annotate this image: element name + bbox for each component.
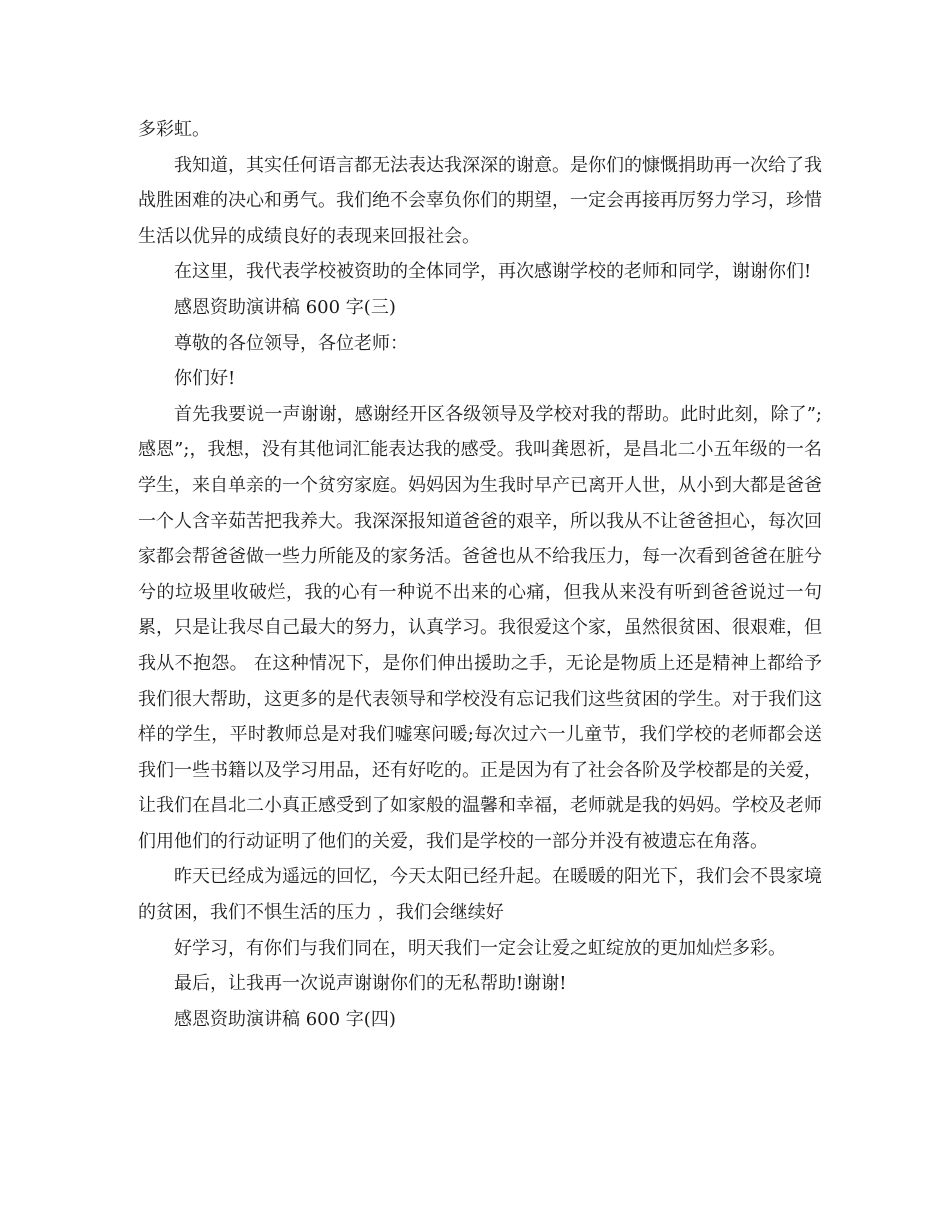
- greeting: 你们好!: [174, 368, 236, 390]
- section-heading-4: 感恩资助演讲稿 600 字(四): [174, 1008, 396, 1030]
- salutation: 尊敬的各位领导，各位老师：: [174, 332, 408, 354]
- paragraph-body: 首先我要说一声谢谢，感谢经开区各级领导及学校对我的帮助。此时此刻，除了”;感恩”;，我想，没有其他词汇能表达我的感受。我叫龚恩祈，是昌北二小五年级的一名学生，来自单亲的一个贫穷家庭。妈妈因为生我时早产已离开人世，从小到大都是爸爸一个人含辛茹苦把我养大。我深深报知道爸爸的艰辛，所以我从不让爸爸担心，每次回家都会帮爸爸做一些力所能及的家务活。爸爸也从不给我压力，每一次看到爸爸在脏兮兮的垃圾里收破烂，我的心有一种说不出来的心痛，但我从来没有听到爸爸说过一句累，只是让我尽自己最大的努力，认真学习。我很爱这个家，虽然很贫困、很艰难，但我从不抱怨。 在这种情况下，是你们伸出援助之手，无论是物质上还是精神上都给予我们很大帮助，这更多的是代表领导和学校没有忘记我们这些贫困的学生。对于我们这样的学生，平时教师总是对我们嘘寒问暖;每次过六一儿童节，我们学校的老师都会送我们一些书籍以及学习用品，还有好吃的。正是因为有了社会各阶及学校都是的关爱，让我们在昌北二小真正感受到了如家般的温馨和幸福，老师就是我的妈妈。学校及老师们用他们的行动证明了他们的关爱，我们是学校的一部分并没有被遗忘在角落。: [138, 403, 822, 852]
- paragraph-1: 多彩虹。: [138, 119, 210, 140]
- section-heading-3: 感恩资助演讲稿 600 字(三): [174, 296, 396, 318]
- paragraph-10: 最后，让我再一次说声谢谢你们的无私帮助!谢谢!: [174, 973, 567, 995]
- paragraph-9: 好学习，有你们与我们同在，明天我们一定会让爱之虹绽放的更加灿烂多彩。: [174, 937, 786, 959]
- paragraph-3: 在这里，我代表学校被资助的全体同学，再次感谢学校的老师和同学，谢谢你们!: [174, 261, 812, 283]
- paragraph-8: 昨天已经成为遥远的回忆，今天太阳已经升起。在暖暖的阳光下，我们会不畏家境的贫困，我们不惧生活的压力 ，我们会继续好: [138, 866, 822, 924]
- paragraph-2: 我知道，其实任何语言都无法表达我深深的谢意。是你们的慷慨捐助再一次给了我战胜困难的决心和勇气。我们绝不会辜负你们的期望，一定会再接再厉努力学习，珍惜生活以优异的成绩良好的表现来回报社会。: [138, 154, 822, 247]
- document-page: [138, 112, 822, 1037]
